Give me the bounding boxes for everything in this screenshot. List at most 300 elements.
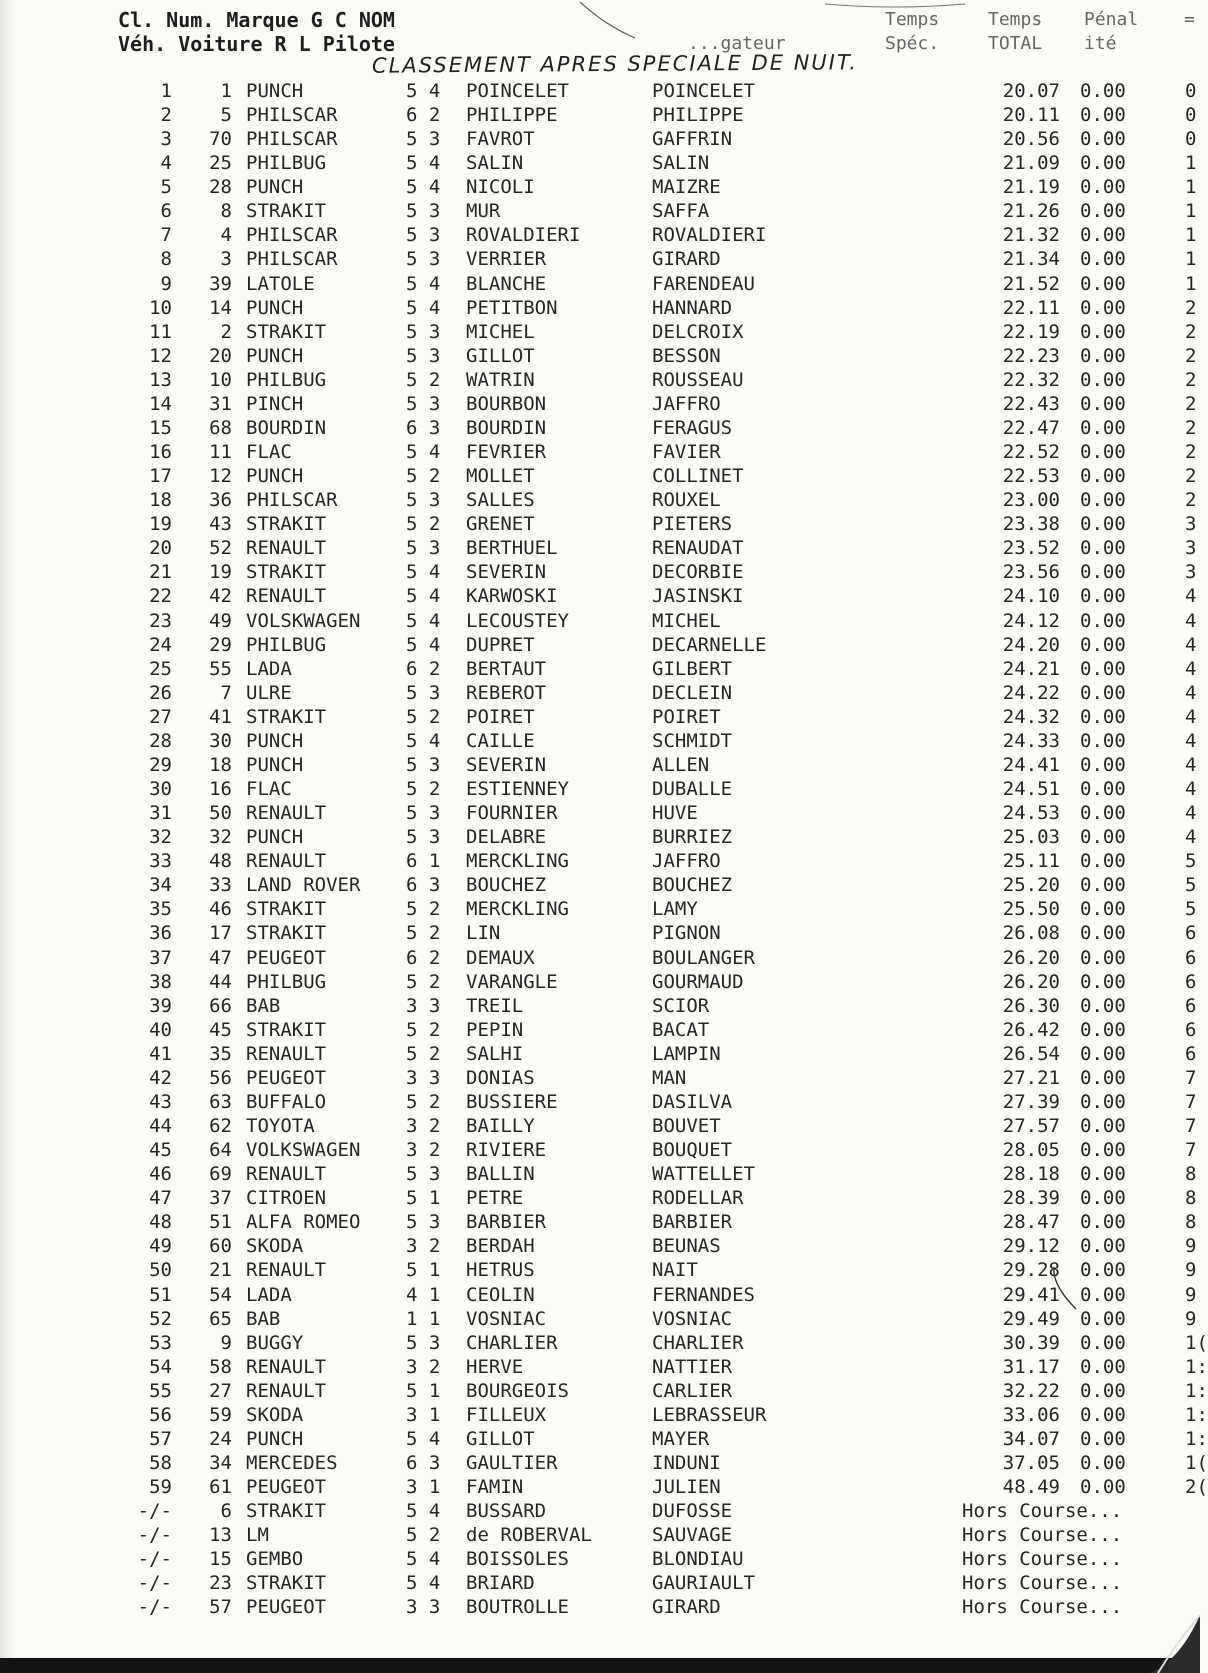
vehicle-number-cell: 25 — [209, 152, 232, 175]
temps-total-cell: 26.54 — [1002, 1042, 1060, 1065]
vehicle-number-cell: 12 — [209, 465, 232, 488]
temps-total-cell: 24.32 — [1002, 705, 1060, 728]
penalite-cell: 0.00 — [1080, 1115, 1126, 1137]
marque-cell: LADA — [246, 1283, 292, 1306]
table-row — [0, 1114, 1200, 1138]
pilote-cell: BERDAH — [466, 1235, 535, 1258]
group-class-cell: 5 2 — [406, 513, 441, 536]
rank-cell: 25 — [149, 657, 172, 680]
table-row — [0, 536, 1200, 560]
vehicle-number-cell: 56 — [209, 1066, 232, 1089]
marque-cell: PHILBUG — [246, 368, 327, 391]
group-class-cell: 5 4 — [406, 272, 441, 295]
rank-cell: 15 — [149, 416, 172, 439]
extra-column-cell: 4 — [1185, 705, 1197, 728]
navigateur-cell: WATTELLET — [652, 1163, 755, 1186]
temps-total-cell: 23.00 — [1002, 489, 1060, 512]
extra-column-cell: 6 — [1185, 994, 1197, 1017]
marque-cell: PUNCH — [246, 753, 304, 776]
marque-cell: STRAKIT — [246, 1500, 327, 1523]
extra-column-cell: 1( — [1185, 1451, 1208, 1474]
pilote-cell: BOURBON — [466, 392, 547, 415]
extra-column-cell: 2( — [1185, 1476, 1208, 1499]
rank-cell: 55 — [149, 1379, 172, 1402]
table-row — [0, 1355, 1208, 1379]
group-class-cell: 3 2 — [406, 1235, 441, 1258]
marque-cell: STRAKIT — [246, 1572, 327, 1595]
navigateur-cell: JAFFRO — [652, 850, 721, 873]
penalite-cell: 0.00 — [1080, 176, 1126, 199]
extra-column-cell: 8 — [1185, 1187, 1197, 1210]
rank-cell: 41 — [149, 1042, 172, 1065]
table-row — [0, 1283, 1200, 1307]
table-row — [0, 609, 1200, 633]
navigateur-cell: INDUNI — [652, 1451, 721, 1474]
pilote-cell: POIRET — [466, 705, 535, 728]
rank-cell: 26 — [149, 681, 172, 704]
header-penalite-1: Pénal — [1084, 9, 1139, 30]
penalite-cell: 0.00 — [1080, 1211, 1126, 1234]
rank-cell: 53 — [149, 1331, 172, 1354]
table-row — [0, 1042, 1200, 1066]
marque-cell: PUNCH — [246, 729, 304, 752]
marque-cell: PEUGEOT — [246, 946, 327, 969]
vehicle-number-cell: 69 — [209, 1163, 232, 1186]
pilote-cell: ROVALDIERI — [466, 224, 581, 247]
pilote-cell: FEVRIER — [466, 441, 547, 464]
navigateur-cell: MICHEL — [652, 609, 721, 632]
extra-column-cell: 1 — [1185, 248, 1197, 271]
extra-column-cell: 1 — [1185, 152, 1197, 175]
vehicle-number-cell: 1 — [220, 80, 232, 102]
pilote-cell: POINCELET — [466, 80, 569, 102]
navigateur-cell: SCHMIDT — [652, 729, 733, 752]
extra-column-cell: 7 — [1185, 1139, 1197, 1162]
penalite-cell: 0.00 — [1080, 296, 1126, 319]
pilote-cell: ESTIENNEY — [466, 778, 569, 801]
group-class-cell: 5 4 — [406, 152, 441, 175]
group-class-cell: 5 2 — [406, 778, 441, 801]
rank-cell: 57 — [149, 1427, 172, 1450]
penalite-cell: 0.00 — [1080, 585, 1126, 608]
penalite-cell: 0.00 — [1080, 898, 1126, 921]
group-class-cell: 4 1 — [406, 1283, 441, 1306]
pilote-cell: FILLEUX — [466, 1403, 547, 1426]
vehicle-number-cell: 27 — [209, 1379, 232, 1402]
navigateur-cell: BOULANGER — [652, 946, 755, 969]
header-temps-total-2: TOTAL — [988, 33, 1043, 54]
group-class-cell: 5 3 — [406, 200, 441, 223]
navigateur-cell: SAUVAGE — [652, 1524, 733, 1547]
rank-cell: 19 — [149, 513, 172, 536]
group-class-cell: 3 3 — [406, 1066, 441, 1089]
pilote-cell: BOURGEOIS — [466, 1379, 569, 1402]
rank-cell: 29 — [149, 753, 172, 776]
navigateur-cell: DUBALLE — [652, 778, 733, 801]
group-class-cell: 5 4 — [406, 296, 441, 319]
pilote-cell: MERCKLING — [466, 850, 569, 873]
navigateur-cell: FERAGUS — [652, 416, 733, 439]
status-cell: Hors Course... — [962, 1548, 1123, 1571]
pilote-cell: MICHEL — [466, 320, 535, 343]
penalite-cell: 0.00 — [1080, 537, 1126, 560]
temps-total-cell: 37.05 — [1002, 1451, 1060, 1474]
rank-cell: 35 — [149, 898, 172, 921]
penalite-cell: 0.00 — [1080, 1018, 1126, 1041]
temps-total-cell: 32.22 — [1002, 1379, 1060, 1402]
temps-total-cell: 25.11 — [1002, 850, 1060, 873]
navigateur-cell: DELCROIX — [652, 320, 744, 343]
group-class-cell: 6 2 — [406, 657, 441, 680]
navigateur-cell: RENAUDAT — [652, 537, 744, 560]
pilote-cell: BUSSARD — [466, 1500, 547, 1523]
header-temps-spec-2: Spéc. — [885, 33, 940, 54]
penalite-cell: 0.00 — [1080, 1090, 1126, 1113]
table-row — [0, 272, 1200, 296]
extra-column-cell: 4 — [1185, 657, 1197, 680]
penalite-cell: 0.00 — [1080, 392, 1126, 415]
group-class-cell: 5 3 — [406, 248, 441, 271]
pilote-cell: DUPRET — [466, 633, 535, 656]
table-row — [0, 825, 1200, 849]
marque-cell: ULRE — [246, 681, 292, 704]
penalite-cell: 0.00 — [1080, 1163, 1126, 1186]
marque-cell: PUNCH — [246, 344, 304, 367]
group-class-cell: 5 3 — [406, 753, 441, 776]
navigateur-cell: PHILIPPE — [652, 104, 744, 127]
navigateur-cell: GAURIAULT — [652, 1572, 755, 1595]
table-row — [0, 705, 1200, 729]
group-class-cell: 5 4 — [406, 176, 441, 199]
group-class-cell: 5 3 — [406, 537, 441, 560]
extra-column-cell: 1 — [1185, 224, 1197, 247]
temps-total-cell: 23.56 — [1002, 561, 1060, 584]
rank-cell: 3 — [160, 128, 172, 151]
vehicle-number-cell: 55 — [209, 657, 232, 680]
pilote-cell: RIVIERE — [466, 1139, 547, 1162]
pilote-cell: VERRIER — [466, 248, 547, 271]
marque-cell: LM — [246, 1524, 269, 1547]
rank-cell: 23 — [149, 609, 172, 632]
navigateur-cell: BURRIEZ — [652, 826, 733, 849]
penalite-cell: 0.00 — [1080, 1379, 1126, 1402]
vehicle-number-cell: 48 — [209, 850, 232, 873]
vehicle-number-cell: 24 — [209, 1427, 232, 1450]
vehicle-number-cell: 37 — [209, 1187, 232, 1210]
extra-column-cell: 9 — [1185, 1235, 1197, 1258]
group-class-cell: 6 2 — [406, 946, 441, 969]
navigateur-cell: MAYER — [652, 1427, 710, 1450]
temps-total-cell: 22.11 — [1002, 296, 1060, 319]
pilote-cell: BARBIER — [466, 1211, 547, 1234]
rank-cell: 10 — [149, 296, 172, 319]
navigateur-cell: BOUQUET — [652, 1139, 733, 1162]
marque-cell: PEUGEOT — [246, 1476, 327, 1499]
navigateur-cell: CHARLIER — [652, 1331, 744, 1354]
group-class-cell: 3 2 — [406, 1115, 441, 1137]
extra-column-cell: 2 — [1185, 441, 1197, 464]
navigateur-cell: BLONDIAU — [652, 1548, 744, 1571]
vehicle-number-cell: 63 — [209, 1090, 232, 1113]
table-row — [0, 1186, 1200, 1210]
extra-column-cell: 2 — [1185, 296, 1197, 319]
temps-total-cell: 25.03 — [1002, 826, 1060, 849]
scan-bottom-edge — [0, 1658, 1200, 1673]
marque-cell: PHILSCAR — [246, 248, 338, 271]
rank-cell: 31 — [149, 802, 172, 825]
rank-cell: 27 — [149, 705, 172, 728]
rank-cell: 38 — [149, 970, 172, 993]
marque-cell: STRAKIT — [246, 705, 327, 728]
pilote-cell: de ROBERVAL — [466, 1524, 592, 1547]
extra-column-cell: 2 — [1185, 368, 1197, 391]
vehicle-number-cell: 42 — [209, 585, 232, 608]
navigateur-cell: POINCELET — [652, 80, 755, 102]
pilote-cell: BERTHUEL — [466, 537, 558, 560]
rank-cell: 5 — [160, 176, 172, 199]
extra-column-cell: 1: — [1185, 1379, 1208, 1402]
extra-column-cell: 4 — [1185, 753, 1197, 776]
vehicle-number-cell: 60 — [209, 1235, 232, 1258]
rank-cell: 49 — [149, 1235, 172, 1258]
table-row — [0, 247, 1200, 271]
pilote-cell: GILLOT — [466, 1427, 535, 1450]
pilote-cell: KARWOSKI — [466, 585, 558, 608]
pilote-cell: BRIARD — [466, 1572, 535, 1595]
temps-total-cell: 26.08 — [1002, 922, 1060, 945]
rank-cell: 37 — [149, 946, 172, 969]
extra-column-cell: 1: — [1185, 1403, 1208, 1426]
extra-column-cell: 8 — [1185, 1211, 1197, 1234]
extra-column-cell: 0 — [1185, 128, 1197, 151]
rank-cell: -/- — [137, 1596, 172, 1619]
group-class-cell: 5 2 — [406, 970, 441, 993]
extra-column-cell: 2 — [1185, 416, 1197, 439]
group-class-cell: 5 4 — [406, 1427, 441, 1450]
penalite-cell: 0.00 — [1080, 922, 1126, 945]
table-row — [0, 1451, 1208, 1475]
temps-total-cell: 21.52 — [1002, 272, 1060, 295]
navigateur-cell: JAFFRO — [652, 392, 721, 415]
table-row — [0, 946, 1200, 970]
pilote-cell: PEPIN — [466, 1018, 524, 1041]
temps-total-cell: 22.23 — [1002, 344, 1060, 367]
pilote-cell: SALHI — [466, 1042, 524, 1065]
penalite-cell: 0.00 — [1080, 826, 1126, 849]
rank-cell: 39 — [149, 994, 172, 1017]
status-cell: Hors Course... — [962, 1500, 1123, 1523]
table-row — [0, 79, 1200, 103]
temps-total-cell: 24.22 — [1002, 681, 1060, 704]
temps-total-cell: 24.51 — [1002, 778, 1060, 801]
rank-cell: 47 — [149, 1187, 172, 1210]
penalite-cell: 0.00 — [1080, 344, 1126, 367]
pilote-cell: BUSSIERE — [466, 1090, 558, 1113]
penalite-cell: 0.00 — [1080, 874, 1126, 897]
pilote-cell: GRENET — [466, 513, 535, 536]
marque-cell: STRAKIT — [246, 1018, 327, 1041]
navigateur-cell: POIRET — [652, 705, 721, 728]
marque-cell: RENAULT — [246, 802, 327, 825]
marque-cell: RENAULT — [246, 1355, 327, 1378]
group-class-cell: 5 2 — [406, 1524, 441, 1547]
vehicle-number-cell: 23 — [209, 1572, 232, 1595]
vehicle-number-cell: 30 — [209, 729, 232, 752]
marque-cell: PEUGEOT — [246, 1596, 327, 1619]
penalite-cell: 0.00 — [1080, 1307, 1126, 1330]
extra-column-cell: 4 — [1185, 633, 1197, 656]
penalite-cell: 0.00 — [1080, 513, 1126, 536]
table-row — [0, 103, 1200, 127]
temps-total-cell: 29.49 — [1002, 1307, 1060, 1330]
rank-cell: 22 — [149, 585, 172, 608]
rank-cell: 12 — [149, 344, 172, 367]
penalite-cell: 0.00 — [1080, 1139, 1126, 1162]
vehicle-number-cell: 11 — [209, 441, 232, 464]
group-class-cell: 5 4 — [406, 609, 441, 632]
temps-total-cell: 26.30 — [1002, 994, 1060, 1017]
navigateur-cell: COLLINET — [652, 465, 744, 488]
table-row — [0, 1090, 1200, 1114]
pilote-cell: DONIAS — [466, 1066, 535, 1089]
temps-total-cell: 21.34 — [1002, 248, 1060, 271]
extra-column-cell: 1( — [1185, 1331, 1208, 1354]
navigateur-cell: GAFFRIN — [652, 128, 733, 151]
marque-cell: PEUGEOT — [246, 1066, 327, 1089]
temps-total-cell: 28.47 — [1002, 1211, 1060, 1234]
temps-total-cell: 24.20 — [1002, 633, 1060, 656]
header-line-1: Cl. Num. Marque G C NOM — [118, 8, 395, 32]
pilote-cell: CEOLIN — [466, 1283, 535, 1306]
vehicle-number-cell: 13 — [209, 1524, 232, 1547]
pilote-cell: MUR — [466, 200, 501, 223]
table-row — [0, 1258, 1200, 1282]
rank-cell: 51 — [149, 1283, 172, 1306]
extra-column-cell: 2 — [1185, 489, 1197, 512]
extra-column-cell: 8 — [1185, 1163, 1197, 1186]
temps-total-cell: 22.43 — [1002, 392, 1060, 415]
penalite-cell: 0.00 — [1080, 946, 1126, 969]
marque-cell: BOURDIN — [246, 416, 327, 439]
marque-cell: STRAKIT — [246, 561, 327, 584]
table-row — [0, 849, 1200, 873]
table-row — [0, 753, 1200, 777]
rank-cell: 9 — [160, 272, 172, 295]
temps-total-cell: 25.20 — [1002, 874, 1060, 897]
table-row — [0, 681, 1200, 705]
temps-total-cell: 20.56 — [1002, 128, 1060, 151]
table-row — [0, 1066, 1200, 1090]
marque-cell: PINCH — [246, 392, 304, 415]
penalite-cell: 0.00 — [1080, 1187, 1126, 1210]
penalite-cell: 0.00 — [1080, 633, 1126, 656]
pilote-cell: GAULTIER — [466, 1451, 558, 1474]
marque-cell: LATOLE — [246, 272, 315, 295]
table-row — [0, 344, 1200, 368]
vehicle-number-cell: 8 — [220, 200, 232, 223]
table-row — [0, 801, 1200, 825]
table-row — [0, 873, 1200, 897]
group-class-cell: 3 1 — [406, 1403, 441, 1426]
table-row — [0, 1307, 1200, 1331]
table-row — [0, 175, 1200, 199]
temps-total-cell: 21.32 — [1002, 224, 1060, 247]
marque-cell: CITROEN — [246, 1187, 327, 1210]
vehicle-number-cell: 18 — [209, 753, 232, 776]
penalite-cell: 0.00 — [1080, 200, 1126, 223]
pilote-cell: BLANCHE — [466, 272, 547, 295]
pilote-cell: TREIL — [466, 994, 524, 1017]
table-row — [0, 1138, 1200, 1162]
penalite-cell: 0.00 — [1080, 320, 1126, 343]
penalite-cell: 0.00 — [1080, 1331, 1126, 1354]
scribble-marks — [575, 0, 995, 40]
extra-column-cell: 3 — [1185, 513, 1197, 536]
vehicle-number-cell: 68 — [209, 416, 232, 439]
marque-cell: TOYOTA — [246, 1115, 315, 1137]
vehicle-number-cell: 33 — [209, 874, 232, 897]
extra-column-cell: 1: — [1185, 1355, 1208, 1378]
penalite-cell: 0.00 — [1080, 1235, 1126, 1258]
penalite-cell: 0.00 — [1080, 128, 1126, 151]
extra-column-cell: 4 — [1185, 802, 1197, 825]
extra-column-cell: 7 — [1185, 1115, 1197, 1137]
group-class-cell: 5 4 — [406, 441, 441, 464]
rank-cell: -/- — [137, 1572, 172, 1595]
navigateur-cell: LAMPIN — [652, 1042, 721, 1065]
marque-cell: PUNCH — [246, 296, 304, 319]
marque-cell: RENAULT — [246, 1042, 327, 1065]
table-row-hors-course — [0, 1523, 1200, 1547]
penalite-cell: 0.00 — [1080, 1403, 1126, 1426]
pilote-cell: BERTAUT — [466, 657, 547, 680]
vehicle-number-cell: 70 — [209, 128, 232, 151]
temps-total-cell: 29.41 — [1002, 1283, 1060, 1306]
navigateur-cell: BACAT — [652, 1018, 710, 1041]
group-class-cell: 5 2 — [406, 465, 441, 488]
penalite-cell: 0.00 — [1080, 465, 1126, 488]
navigateur-cell: DECORBIE — [652, 561, 744, 584]
marque-cell: BUGGY — [246, 1331, 304, 1354]
group-class-cell: 5 3 — [406, 224, 441, 247]
temps-total-cell: 31.17 — [1002, 1355, 1060, 1378]
temps-total-cell: 22.52 — [1002, 441, 1060, 464]
navigateur-cell: LEBRASSEUR — [652, 1403, 767, 1426]
penalite-cell: 0.00 — [1080, 850, 1126, 873]
temps-total-cell: 48.49 — [1002, 1476, 1060, 1499]
group-class-cell: 5 2 — [406, 898, 441, 921]
temps-total-cell: 28.39 — [1002, 1187, 1060, 1210]
vehicle-number-cell: 61 — [209, 1476, 232, 1499]
navigateur-cell: SALIN — [652, 152, 710, 175]
table-row — [0, 368, 1200, 392]
group-class-cell: 5 3 — [406, 681, 441, 704]
marque-cell: SKODA — [246, 1235, 304, 1258]
pilote-cell: VARANGLE — [466, 970, 558, 993]
vehicle-number-cell: 16 — [209, 778, 232, 801]
group-class-cell: 5 2 — [406, 705, 441, 728]
vehicle-number-cell: 43 — [209, 513, 232, 536]
rank-cell: -/- — [137, 1500, 172, 1523]
rank-cell: 42 — [149, 1066, 172, 1089]
navigateur-cell: BOUCHEZ — [652, 874, 733, 897]
pilote-cell: PHILIPPE — [466, 104, 558, 127]
marque-cell: RENAULT — [246, 850, 327, 873]
navigateur-cell: GILBERT — [652, 657, 733, 680]
marque-cell: RENAULT — [246, 585, 327, 608]
table-row — [0, 560, 1200, 584]
rank-cell: 54 — [149, 1355, 172, 1378]
